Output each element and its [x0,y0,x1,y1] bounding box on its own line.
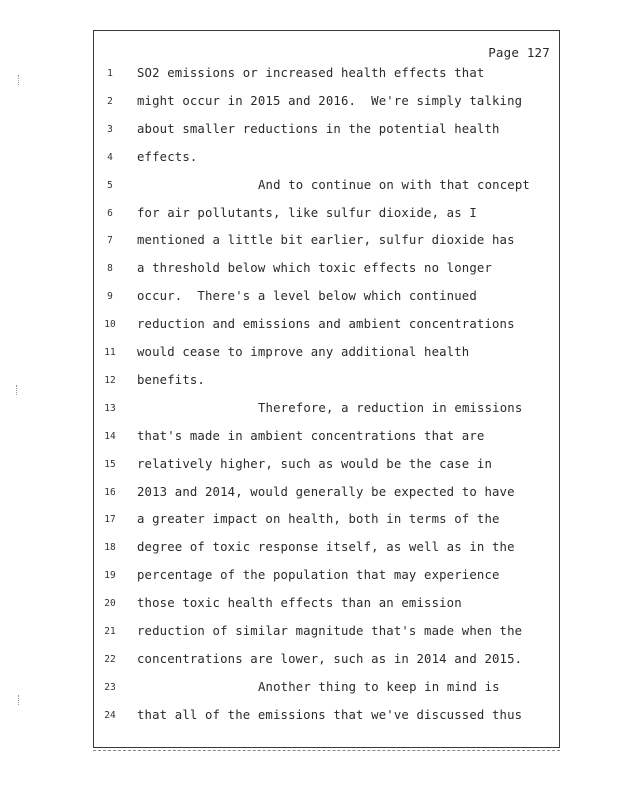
line-text: for air pollutants, like sulfur dioxide, as I [137,205,477,220]
line-text: a threshold below which toxic effects no longer [137,261,493,276]
transcript-line [0,317,618,337]
page-number: Page 127 [488,45,550,60]
transcript-line [0,178,618,198]
line-number: 18 [104,542,116,554]
transcript-line [0,150,618,170]
line-text: reduction and emissions and ambient concentrations [137,317,515,332]
line-number: 22 [104,653,116,665]
transcript-line [0,596,618,616]
line-text: that all of the emissions that we've discussed thus [137,707,523,722]
transcript-line [0,401,618,421]
transcript-line [0,624,618,644]
line-number: 11 [104,347,116,358]
transcript-line [0,233,618,253]
transcript-line [0,94,618,114]
transcript-line [0,512,618,532]
line-number: 2 [107,95,113,107]
line-text: would cease to improve any additional health [137,345,470,359]
transcript-line [0,261,618,281]
line-number: 3 [107,123,113,135]
transcript-line [0,289,618,309]
transcript-line [0,429,618,449]
line-text: reduction of similar magnitude that's made when the [137,624,523,638]
line-number: 15 [104,458,116,470]
transcript-line [0,206,618,226]
line-number: 10 [104,319,116,331]
line-text: mentioned a little bit earlier, sulfur dioxide has [137,233,515,248]
line-text: percentage of the population that may experience [137,568,500,583]
line-text: Therefore, a reduction in emissions [258,400,523,415]
line-number: 20 [104,598,116,610]
line-text: those toxic health effects than an emission [137,596,462,611]
line-text: And to continue on with that concept [258,177,530,192]
margin-speck [16,385,21,395]
line-number: 9 [107,291,113,303]
line-text: effects. [137,149,198,164]
line-number: 1 [107,68,113,79]
line-text: concentrations are lower, such as in 2014 and 2015. [137,651,523,666]
line-number: 21 [104,626,116,637]
transcript-line [0,345,618,365]
line-number: 19 [104,570,116,582]
line-text: that's made in ambient concentrations that are [137,428,485,443]
line-text: relatively higher, such as would be the case in [137,456,493,471]
line-text: 2013 and 2014, would generally be expected to have [137,484,515,499]
line-number: 6 [107,207,113,219]
transcript-line [0,485,618,505]
line-text: about smaller reductions in the potential health [137,121,500,136]
line-text: SO2 emissions or increased health effects that [137,66,485,80]
line-number: 23 [104,681,116,693]
bottom-rule [93,750,560,751]
transcript-line [0,122,618,142]
margin-speck [18,75,23,85]
transcript-line [0,708,618,728]
line-number: 12 [104,374,116,386]
line-number: 14 [104,430,116,442]
margin-speck [18,695,23,705]
line-text: degree of toxic response itself, as well as in the [137,540,515,555]
line-number: 17 [104,514,116,526]
line-number: 13 [104,402,116,414]
transcript-line [0,66,618,86]
transcript-line [0,680,618,700]
line-text: occur. There's a level below which continued [137,289,477,304]
line-number: 5 [107,179,113,191]
line-text: benefits. [137,372,205,387]
line-number: 7 [107,235,113,247]
transcript-line [0,568,618,588]
line-number: 16 [104,486,116,498]
line-text: a greater impact on health, both in terms of the [137,512,500,527]
transcript-line [0,652,618,672]
line-number: 24 [104,709,116,721]
line-number: 4 [107,151,113,163]
transcript-line [0,373,618,393]
line-text: might occur in 2015 and 2016. We're simply talking [137,93,523,108]
line-number: 8 [107,263,113,275]
transcript-line [0,457,618,477]
transcript-line [0,540,618,560]
line-text: Another thing to keep in mind is [258,679,500,694]
